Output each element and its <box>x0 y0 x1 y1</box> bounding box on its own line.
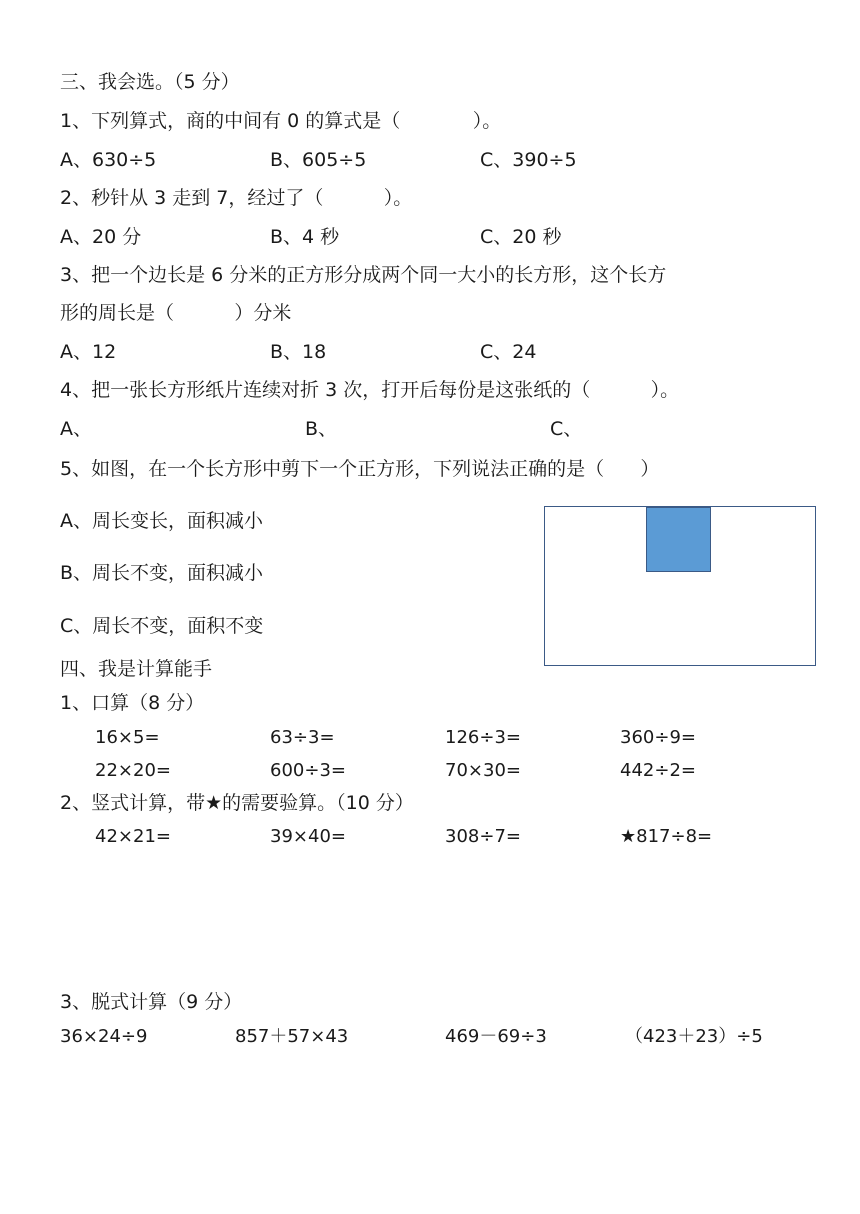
vertical-item: 308÷7= <box>445 826 521 847</box>
stepwise-item: （423＋23）÷5 <box>625 1026 763 1047</box>
q5-option-c: C、周长不变，面积不变 <box>60 615 264 637</box>
q3-option-a: A、12 <box>60 341 117 363</box>
stepwise-item: 469－69÷3 <box>445 1026 547 1047</box>
vertical-item: 39×40= <box>270 826 346 847</box>
oral-item: 63÷3= <box>270 727 335 748</box>
oral-item: 442÷2= <box>620 760 696 781</box>
stepwise-calc-title: 3、脱式计算（9 分） <box>60 991 243 1013</box>
oral-item: 70×30= <box>445 760 521 781</box>
oral-item: 360÷9= <box>620 727 696 748</box>
vertical-item: 42×21= <box>95 826 171 847</box>
q1-option-b: B、605÷5 <box>270 149 367 171</box>
q1-text: 1、下列算式，商的中间有 0 的算式是（ ）。 <box>60 110 502 132</box>
rectangle-figure <box>544 506 816 666</box>
q4-option-b: B、 <box>305 418 338 440</box>
q1-option-a: A、630÷5 <box>60 149 157 171</box>
q5-option-b: B、周长不变，面积减小 <box>60 562 264 584</box>
oral-item: 126÷3= <box>445 727 521 748</box>
section4-title: 四、我是计算能手 <box>60 658 213 680</box>
q4-option-a: A、 <box>60 418 92 440</box>
cut-square <box>646 507 711 572</box>
q3-option-c: C、24 <box>480 341 537 363</box>
section3-title: 三、我会选。（5 分） <box>60 71 240 93</box>
q3-option-b: B、18 <box>270 341 327 363</box>
vertical-item: ★817÷8= <box>620 826 713 847</box>
oral-item: 22×20= <box>95 760 171 781</box>
q2-option-b: B、4 秒 <box>270 226 340 248</box>
oral-calc-title: 1、口算（8 分） <box>60 692 205 714</box>
stepwise-item: 36×24÷9 <box>60 1026 148 1047</box>
stepwise-item: 857＋57×43 <box>235 1026 349 1047</box>
q2-option-c: C、20 秒 <box>480 226 562 248</box>
q4-option-c: C、 <box>550 418 583 440</box>
vertical-calc-title: 2、竖式计算，带★的需要验算。（10 分） <box>60 792 414 814</box>
q3-text-line1: 3、把一个边长是 6 分米的正方形分成两个同一大小的长方形，这个长方 <box>60 264 667 286</box>
q2-option-a: A、20 分 <box>60 226 142 248</box>
q1-option-c: C、390÷5 <box>480 149 577 171</box>
oral-item: 16×5= <box>95 727 160 748</box>
q4-text: 4、把一张长方形纸片连续对折 3 次，打开后每份是这张纸的（ ）。 <box>60 379 680 401</box>
q2-text: 2、秒针从 3 走到 7，经过了（ ）。 <box>60 187 413 209</box>
q5-option-a: A、周长变长，面积减小 <box>60 510 263 532</box>
q3-text-line2: 形的周长是（ ）分米 <box>60 302 292 324</box>
q5-text: 5、如图，在一个长方形中剪下一个正方形，下列说法正确的是（ ） <box>60 458 660 480</box>
oral-item: 600÷3= <box>270 760 346 781</box>
